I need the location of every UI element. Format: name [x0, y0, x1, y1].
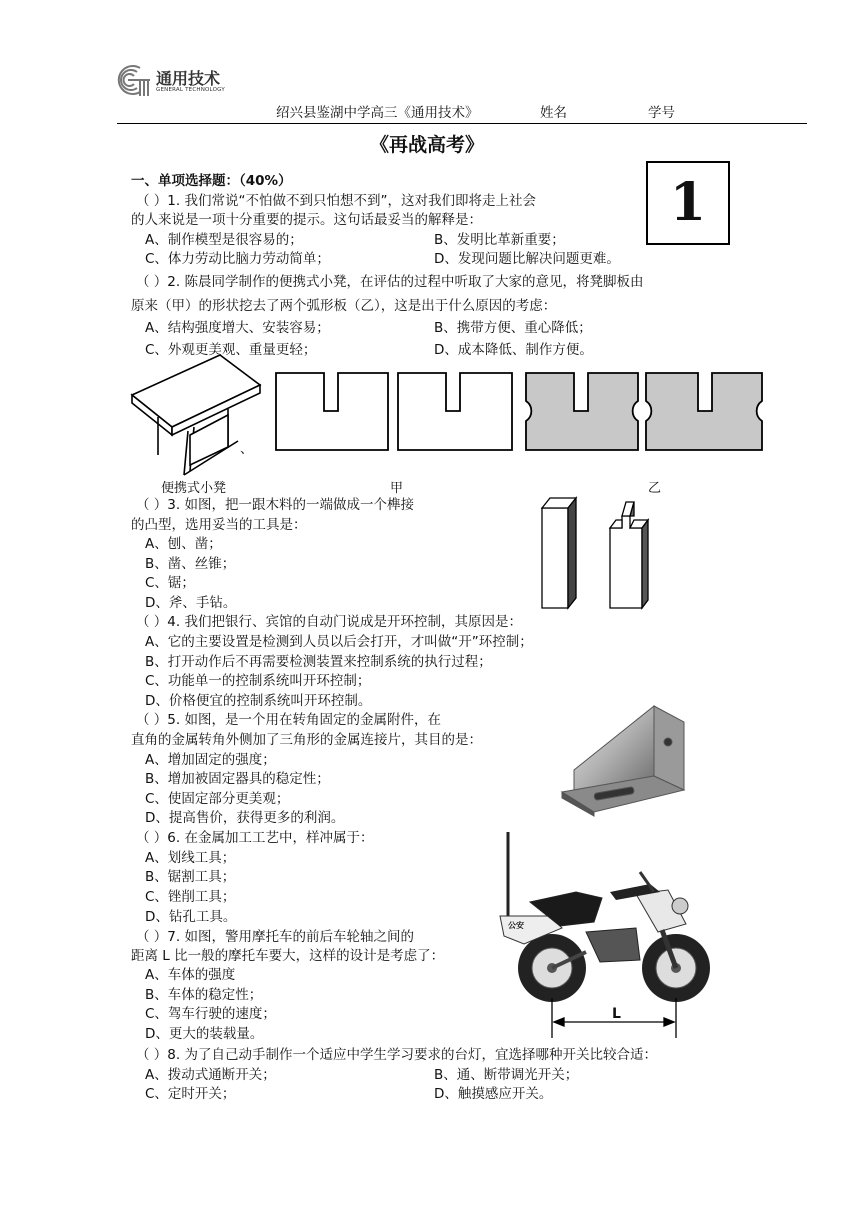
q7-option-b: B、车体的稳定性；	[145, 987, 263, 1003]
q5-stem-line1: （ ）5. 如图，是一个用在转角固定的金属附件，在	[136, 712, 441, 728]
q1-stem-line1: （ ）1. 我们常说“不怕做不到只怕想不到”，这对我们即将走上社会	[136, 193, 536, 209]
q2-stem-line2: 原来（甲）的形状挖去了两个弧形板（乙），这是出于什么原因的考虑：	[131, 298, 557, 314]
q2-option-d: D、成本降低、制作方便。	[434, 342, 593, 358]
q4-option-c: C、功能单一的控制系统叫开环控制；	[145, 673, 371, 689]
q5-option-a: A、增加固定的强度；	[145, 752, 276, 768]
q1-option-d: D、发现问题比解决问题更难。	[434, 251, 620, 267]
q7-option-c: C、驾车行驶的速度；	[145, 1006, 276, 1022]
board-jia-right	[398, 373, 512, 450]
q5-option-b: B、增加被固定器具的稳定性；	[145, 771, 330, 787]
q6-stem: （ ）6. 在金属加工工艺中，样冲属于：	[136, 830, 374, 846]
wood-block-tenon	[610, 502, 648, 608]
q3-option-c: C、锯；	[145, 575, 195, 591]
q2-option-a: A、结构强度增大、安装容易；	[145, 320, 330, 336]
q4-option-b: B、打开动作后不再需要检测装置来控制系统的执行过程；	[145, 654, 492, 670]
q7-wheelbase-label: L	[612, 1006, 621, 1022]
stool-drawing	[132, 355, 260, 475]
q4-stem: （ ）4. 我们把银行、宾馆的自动门说成是开环控制，其原因是：	[136, 614, 522, 630]
q5-option-d: D、提高售价，获得更多的利润。	[145, 810, 345, 826]
paper-number-box: 1	[646, 161, 730, 245]
logo-subtitle: GENERAL TECHNOLOGY	[156, 87, 225, 93]
page-title: 《再战高考》	[370, 134, 485, 156]
q5-stem-line2: 直角的金属转角外侧加了三角形的金属连接片，其目的是：	[131, 732, 482, 748]
q7-option-a: A、车体的强度	[145, 967, 236, 983]
q2-caption-separator: 、	[240, 442, 254, 457]
q8-option-a: A、拨动式通断开关；	[145, 1067, 276, 1083]
q7-figure	[490, 832, 722, 1038]
motorcycle-drawing	[500, 832, 710, 1002]
logo	[110, 62, 240, 98]
q6-option-c: C、锉削工具；	[145, 889, 236, 905]
q2-option-c: C、外观更美观、重量更轻；	[145, 342, 317, 358]
q7-option-d: D、更大的装载量。	[145, 1026, 264, 1042]
q2-figure	[128, 355, 768, 485]
name-label: 姓名	[540, 105, 567, 121]
q7-stem-line2: 距离 L 比一般的摩托车要大，这样的设计是考虑了：	[131, 948, 445, 964]
board-yi-left	[526, 373, 638, 450]
q2-stem-line1: （ ）2. 陈晨同学制作的便携式小凳，在评估的过程中听取了大家的意见，将凳脚板由	[136, 274, 644, 290]
q3-stem-line1: （ ）3. 如图，把一跟木料的一端做成一个榫接	[136, 497, 414, 513]
q3-stem-line2: 的凸型，选用妥当的工具是：	[131, 517, 307, 533]
gt-logo-icon	[110, 62, 154, 98]
q6-option-a: A、划线工具；	[145, 850, 236, 866]
q6-option-b: B、锯割工具；	[145, 869, 236, 885]
q3-option-d: D、斧、手钻。	[145, 595, 237, 611]
board-yi-right	[646, 373, 762, 450]
header-rule	[117, 123, 807, 124]
q5-figure	[554, 700, 714, 820]
wood-block-original	[542, 498, 576, 608]
school-name: 绍兴县鉴湖中学高三《通用技术》	[276, 105, 479, 121]
q7-police-label: 公安	[508, 921, 524, 930]
q6-option-d: D、钻孔工具。	[145, 909, 237, 925]
student-id-label: 学号	[648, 105, 675, 121]
q7-stem-line1: （ ）7. 如图，警用摩托车的前后车轮轴之间的	[136, 929, 414, 945]
q1-option-c: C、体力劳动比脑力劳动简单；	[145, 251, 330, 267]
q8-option-d: D、触摸感应开关。	[434, 1086, 553, 1102]
q4-option-a: A、它的主要设置是检测到人员以后会打开，才叫做“开”环控制；	[145, 634, 533, 650]
q1-option-b: B、发明比革新重要；	[434, 232, 565, 248]
q3-figure	[536, 494, 666, 612]
q8-option-c: C、定时开关；	[145, 1086, 236, 1102]
q2-caption-jia: 甲	[390, 481, 404, 496]
q1-option-a: A、制作模型是很容易的；	[145, 232, 303, 248]
q8-option-b: B、通、断带调光开关；	[434, 1067, 579, 1083]
board-jia-left	[276, 373, 388, 450]
q2-caption-yi: 乙	[648, 481, 662, 496]
q5-option-c: C、使固定部分更美观；	[145, 791, 290, 807]
q3-option-b: B、凿、丝锥；	[145, 556, 236, 572]
bracket-drawing	[562, 706, 684, 816]
q4-option-d: D、价格便宜的控制系统叫开环控制。	[145, 693, 372, 709]
q2-caption-stool: 便携式小凳	[161, 481, 227, 496]
q8-stem: （ ）8. 为了自己动手制作一个适应中学生学习要求的台灯，宜选择哪种开关比较合适：	[136, 1047, 657, 1063]
q2-option-b: B、携带方便、重心降低；	[434, 320, 592, 336]
q3-option-a: A、刨、凿；	[145, 536, 222, 552]
q1-stem-line2: 的人来说是一项十分重要的提示。这句话最妥当的解释是：	[131, 212, 482, 228]
section-heading: 一、单项选择题：（40%）	[131, 173, 292, 189]
logo-text: 通用技术	[156, 69, 221, 88]
